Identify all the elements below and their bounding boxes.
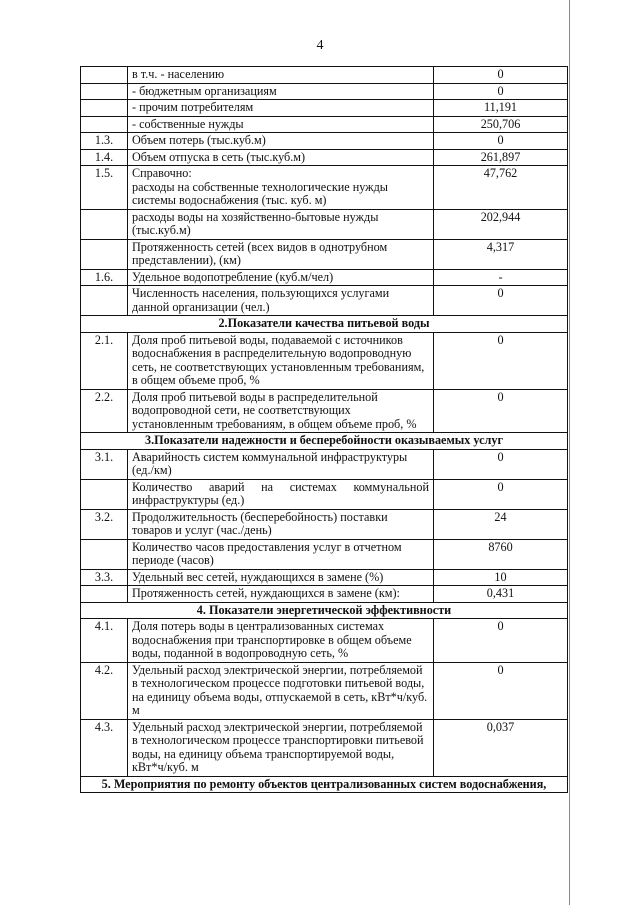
row-number: 4.3. bbox=[81, 719, 128, 776]
table-row bbox=[81, 569, 568, 586]
indicator-value: 0 bbox=[434, 662, 568, 719]
indicator-label: Удельный расход электрической энергии, потребляемой в технологическом процессе транспортировки питьевой воды, на единицу объема транспортируемой воды, кВт*ч/куб. м bbox=[128, 719, 434, 776]
row-number bbox=[81, 83, 128, 100]
indicator-value: 261,897 bbox=[434, 149, 568, 166]
row-number: 3.2. bbox=[81, 509, 128, 539]
row-number: 3.1. bbox=[81, 449, 128, 479]
indicator-label: Доля проб питьевой воды в распределительной водопроводной сети, не соответствующих установленным требованиям, в общем объеме проб, % bbox=[128, 389, 434, 433]
table-body bbox=[81, 67, 568, 793]
indicator-label: Количество часов предоставления услуг в отчетном периоде (часов) bbox=[128, 539, 434, 569]
indicator-label: Справочно: расходы на собственные технологические нужды системы водоснабжения (тыс. куб. м) bbox=[128, 166, 434, 210]
table-row bbox=[81, 269, 568, 286]
indicator-value: 0 bbox=[434, 449, 568, 479]
indicator-label: Протяженность сетей (всех видов в однотрубном представлении), (км) bbox=[128, 239, 434, 269]
indicator-label: Протяженность сетей, нуждающихся в замене (км): bbox=[128, 586, 434, 603]
indicator-label: Удельное водопотребление (куб.м/чел) bbox=[128, 269, 434, 286]
table-row bbox=[81, 83, 568, 100]
section-heading: 4. Показатели энергетической эффективности bbox=[81, 602, 568, 619]
indicator-value: 8760 bbox=[434, 539, 568, 569]
table-row bbox=[81, 209, 568, 239]
indicator-value: 0 bbox=[434, 332, 568, 389]
row-number: 1.6. bbox=[81, 269, 128, 286]
row-number bbox=[81, 286, 128, 316]
row-number bbox=[81, 209, 128, 239]
indicator-label: Аварийность систем коммунальной инфраструктуры (ед./км) bbox=[128, 449, 434, 479]
table-row bbox=[81, 67, 568, 84]
table-row bbox=[81, 133, 568, 150]
section-heading: 3.Показатели надежности и бесперебойности оказываемых услуг bbox=[81, 433, 568, 450]
indicator-value: 250,706 bbox=[434, 116, 568, 133]
indicator-value: 0 bbox=[434, 619, 568, 663]
indicator-value: 202,944 bbox=[434, 209, 568, 239]
table-row bbox=[81, 332, 568, 389]
table-row bbox=[81, 116, 568, 133]
indicator-label: Доля проб питьевой воды, подаваемой с источников водоснабжения в распределительную водопроводную сеть, не соответствующих установленным требованиям, в общем объеме проб, % bbox=[128, 332, 434, 389]
table-row bbox=[81, 239, 568, 269]
indicator-label: в т.ч. - населению bbox=[128, 67, 434, 84]
row-number bbox=[81, 116, 128, 133]
indicator-label: Объем отпуска в сеть (тыс.куб.м) bbox=[128, 149, 434, 166]
indicator-value: 11,191 bbox=[434, 100, 568, 117]
table-row bbox=[81, 539, 568, 569]
table-row bbox=[81, 149, 568, 166]
row-number bbox=[81, 539, 128, 569]
table-row bbox=[81, 619, 568, 663]
section-heading: 5. Мероприятия по ремонту объектов централизованных систем водоснабжения, bbox=[81, 776, 568, 793]
row-number: 1.3. bbox=[81, 133, 128, 150]
table-row bbox=[81, 449, 568, 479]
row-number bbox=[81, 479, 128, 509]
indicator-value: 0 bbox=[434, 389, 568, 433]
indicator-label: Продолжительность (бесперебойность) поставки товаров и услуг (час./день) bbox=[128, 509, 434, 539]
table-row bbox=[81, 586, 568, 603]
row-number: 4.2. bbox=[81, 662, 128, 719]
indicators-table bbox=[80, 66, 568, 793]
row-number: 1.4. bbox=[81, 149, 128, 166]
indicator-label: - бюджетным организациям bbox=[128, 83, 434, 100]
row-number: 2.1. bbox=[81, 332, 128, 389]
row-number: 2.2. bbox=[81, 389, 128, 433]
section-heading-row bbox=[81, 776, 568, 793]
indicator-value: 0 bbox=[434, 133, 568, 150]
table-row bbox=[81, 100, 568, 117]
indicator-value: - bbox=[434, 269, 568, 286]
table-row bbox=[81, 166, 568, 210]
indicator-value: 0 bbox=[434, 83, 568, 100]
section-heading-row bbox=[81, 433, 568, 450]
indicator-value: 47,762 bbox=[434, 166, 568, 210]
indicator-value: 10 bbox=[434, 569, 568, 586]
section-heading: 2.Показатели качества питьевой воды bbox=[81, 316, 568, 333]
indicator-label: Доля потерь воды в централизованных системах водоснабжения при транспортировке в общем объеме воды, поданной в водопроводную сеть, % bbox=[128, 619, 434, 663]
row-number bbox=[81, 239, 128, 269]
indicator-label: - собственные нужды bbox=[128, 116, 434, 133]
indicator-label: - прочим потребителям bbox=[128, 100, 434, 117]
indicator-value: 0 bbox=[434, 286, 568, 316]
indicator-label: Численность населения, пользующихся услугами данной организации (чел.) bbox=[128, 286, 434, 316]
indicator-value: 4,317 bbox=[434, 239, 568, 269]
table-row bbox=[81, 719, 568, 776]
table-row bbox=[81, 479, 568, 509]
indicator-label: Количество аварий на системах коммунальной инфраструктуры (ед.) bbox=[128, 479, 434, 509]
page-number: 4 bbox=[316, 38, 324, 53]
row-number: 3.3. bbox=[81, 569, 128, 586]
indicator-label: Удельный расход электрической энергии, потребляемой в технологическом процессе подготовки питьевой воды, на единицу объема воды, отпускаемой в сеть, кВт*ч/куб. м bbox=[128, 662, 434, 719]
table-row bbox=[81, 662, 568, 719]
indicator-value: 0,431 bbox=[434, 586, 568, 603]
indicator-label: Удельный вес сетей, нуждающихся в замене (%) bbox=[128, 569, 434, 586]
row-number: 1.5. bbox=[81, 166, 128, 210]
page-edge-line bbox=[569, 0, 570, 905]
row-number bbox=[81, 586, 128, 603]
section-heading-row bbox=[81, 316, 568, 333]
row-number bbox=[81, 100, 128, 117]
row-number bbox=[81, 67, 128, 84]
table-row bbox=[81, 389, 568, 433]
indicator-label: Объем потерь (тыс.куб.м) bbox=[128, 133, 434, 150]
row-number: 4.1. bbox=[81, 619, 128, 663]
indicator-label: расходы воды на хозяйственно-бытовые нужды (тыс.куб.м) bbox=[128, 209, 434, 239]
indicator-value: 0 bbox=[434, 479, 568, 509]
table-row bbox=[81, 509, 568, 539]
indicator-value: 0,037 bbox=[434, 719, 568, 776]
section-heading-row bbox=[81, 602, 568, 619]
indicator-value: 0 bbox=[434, 67, 568, 84]
indicator-value: 24 bbox=[434, 509, 568, 539]
table-row bbox=[81, 286, 568, 316]
